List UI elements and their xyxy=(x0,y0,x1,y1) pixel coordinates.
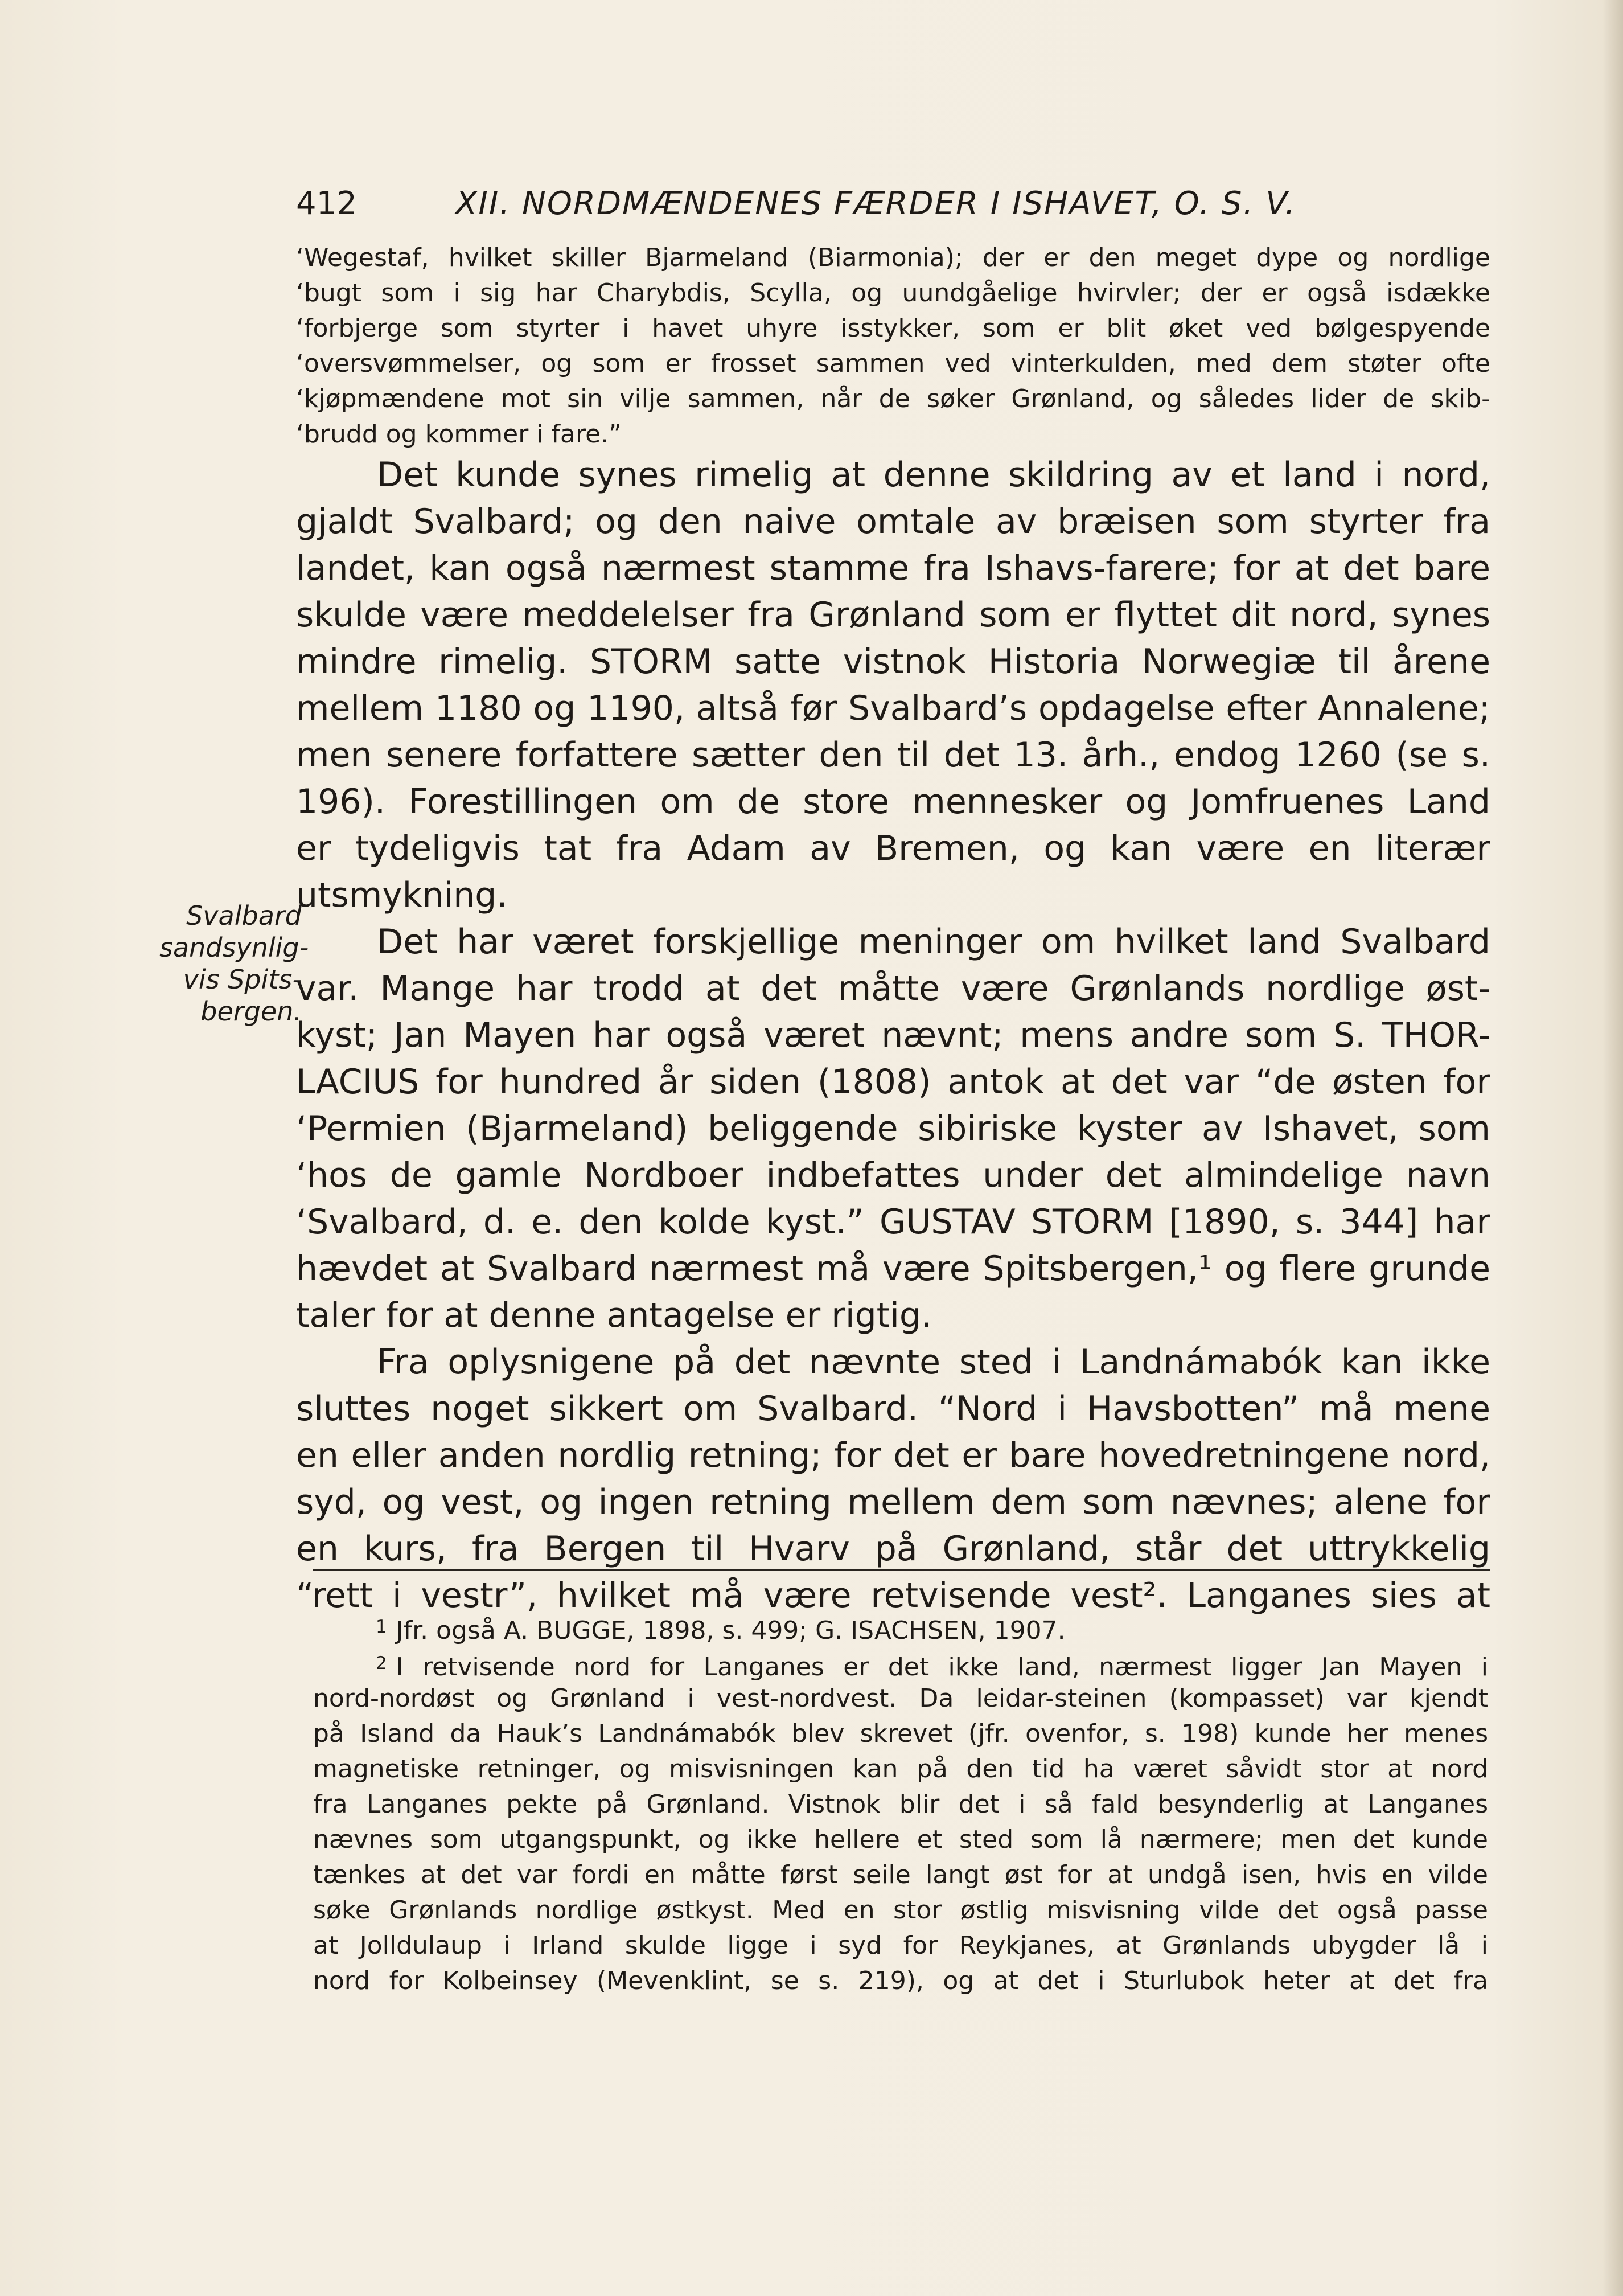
footnote-line: nord-nordøst og Grønland i vest-nordvest. Da leidar-steinen (kompasset) var kjendt xyxy=(313,1684,1488,1713)
quote-line: ‘bugt som i sig har Charybdis, Scylla, og uundgåelige hvirvler; der er også isdække xyxy=(296,278,1490,308)
footnote-line: søke Grønlands nordlige østkyst. Med en stor østlig misvisning vilde det også passe xyxy=(313,1896,1488,1925)
body-line: gjaldt Svalbard; og den naive omtale av bræisen som styrter fra xyxy=(296,502,1490,542)
body-line: LACIUS for hundred år siden (1808) antok at det var “de østen for xyxy=(296,1062,1490,1102)
margin-note xyxy=(159,900,309,1027)
footnote-line: nævnes som utgangspunkt, og ikke hellere et sted som lå nærmere; men det kunde xyxy=(313,1825,1488,1854)
footnote-text: Jfr. også A. BUGGE, 1898, s. 499; G. ISACHSEN, 1907. xyxy=(396,1616,1066,1645)
footnote-line: på Island da Hauk’s Landnámabók blev skrevet (jfr. ovenfor, s. 198) kunde her menes xyxy=(313,1719,1488,1748)
quotation-block xyxy=(296,240,1490,452)
body-line: en kurs, fra Bergen til Hvarv på Grønland, står det uttrykkelig xyxy=(296,1529,1490,1569)
quote-line: ‘forbjerge som styrter i havet uhyre isstykker, som er blit øket ved bølgespyende xyxy=(296,314,1490,343)
running-head: XII. NORDMÆNDENES FÆRDER I ISHAVET, O. S. V. xyxy=(455,185,1296,222)
footnote-line: nord for Kolbeinsey (Mevenklint, se s. 219), og at det i Sturlubok heter at det fra xyxy=(313,1966,1488,1995)
body-line: mindre rimelig. STORM satte vistnok Historia Norwegiæ til årene xyxy=(296,642,1490,682)
body-line: skulde være meddelelser fra Grønland som er flyttet dit nord, synes xyxy=(296,595,1490,635)
page-header xyxy=(296,181,1491,227)
footnote-marker: 2 xyxy=(376,1653,387,1674)
body-line: mellem 1180 og 1190, altså før Svalbard’s opdagelse efter Annalene; xyxy=(296,688,1490,728)
body-line: Fra oplysnigene på det nævnte sted i Landnámabók kan ikke xyxy=(377,1342,1490,1382)
footnote-2-continuation xyxy=(313,1681,1488,1999)
body-line: utsmykning. xyxy=(296,875,508,915)
footnote-line: fra Langanes pekte på Grønland. Vistnok blir det i så fald besynderlig at Langanes xyxy=(313,1790,1488,1819)
margin-note-line: vis Spits- xyxy=(183,964,302,995)
quote-line: ‘oversvømmelser, og som er frosset sammen ved vinterkulden, med dem støter ofte xyxy=(296,349,1490,378)
body-line: var. Mange har trodd at det måtte være Grønlands nordlige øst- xyxy=(296,969,1490,1008)
body-line: taler for at denne antagelse er rigtig. xyxy=(296,1295,932,1335)
body-line: ‘hos de gamle Nordboer indbefattes under det almindelige navn xyxy=(296,1155,1490,1195)
body-line: er tydeligvis tat fra Adam av Bremen, og kan være en literær xyxy=(296,829,1490,868)
footnote-text: I retvisende nord for Langanes er det ikke land, nærmest ligger Jan Mayen i xyxy=(396,1652,1488,1681)
body-line: hævdet at Svalbard nærmest må være Spitsbergen,¹ og flere grunde xyxy=(296,1249,1490,1289)
footnote-rule xyxy=(313,1569,1490,1571)
page-number: 412 xyxy=(296,185,357,222)
margin-note-line: bergen. xyxy=(200,996,302,1027)
margin-note-line: sandsynlig- xyxy=(159,932,309,963)
body-line: landet, kan også nærmest stamme fra Ishavs-farere; for at det bare xyxy=(296,548,1490,588)
footnote-line: magnetiske retninger, og misvisningen kan på den tid ha været såvidt stor at nord xyxy=(313,1754,1488,1784)
body-line: Det kunde synes rimelig at denne skildring av et land i nord, xyxy=(377,455,1490,495)
body-line: kyst; Jan Mayen har også været nævnt; mens andre som S. THOR- xyxy=(296,1015,1490,1055)
body-line: Det har været forskjellige meninger om hvilket land Svalbard xyxy=(377,922,1490,962)
footnote-marker: 1 xyxy=(376,1617,387,1637)
page-edge-shadow xyxy=(1603,0,1623,2296)
body-line: ‘Svalbard, d. e. den kolde kyst.” GUSTAV STORM [1890, s. 344] har xyxy=(296,1202,1490,1242)
margin-note-line: Svalbard xyxy=(186,900,302,931)
footnote-1 xyxy=(376,1609,1488,1645)
body-line: ‘Permien (Bjarmeland) beliggende sibiriske kyster av Ishavet, som xyxy=(296,1109,1490,1149)
footnote-line: tænkes at det var fordi en måtte først seile langt øst for at undgå isen, hvis en vilde xyxy=(313,1860,1488,1889)
footnote-line: at Jolldulaup i Irland skulde ligge i syd for Reykjanes, at Grønlands ubygder lå i xyxy=(313,1931,1488,1960)
quote-line: ‘Wegestaf, hvilket skiller Bjarmeland (Biarmonia); der er den meget dype og nordlige xyxy=(296,243,1490,272)
body-line: “rett i vestr”, hvilket må være retvisende vest². Langanes sies at xyxy=(296,1576,1490,1616)
quote-line: ‘kjøpmændene mot sin vilje sammen, når de søker Grønland, og således lider de skib- xyxy=(296,384,1490,413)
body-text xyxy=(296,452,1490,1619)
body-line: en eller anden nordlig retning; for det er bare hovedretningene nord, xyxy=(296,1436,1490,1475)
body-line: sluttes noget sikkert om Svalbard. “Nord i Havsbotten” må mene xyxy=(296,1389,1490,1429)
body-line: syd, og vest, og ingen retning mellem dem som nævnes; alene for xyxy=(296,1482,1490,1522)
body-line: men senere forfattere sætter den til det 13. årh., endog 1260 (se s. xyxy=(296,735,1490,775)
footnote-2 xyxy=(376,1646,1488,1681)
quote-line: ‘brudd og kommer i fare.” xyxy=(296,420,622,449)
body-line: 196). Forestillingen om de store mennesker og Jomfruenes Land xyxy=(296,782,1490,822)
